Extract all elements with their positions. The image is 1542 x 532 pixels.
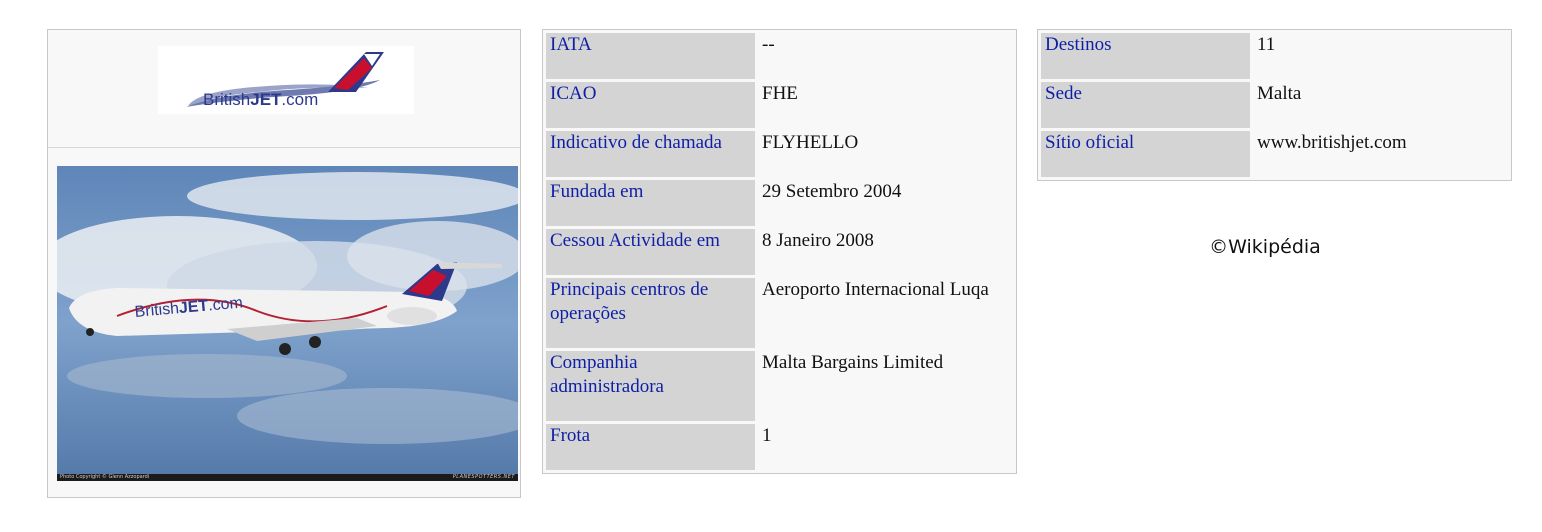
table-row bbox=[1041, 131, 1508, 177]
aircraft-illustration bbox=[57, 166, 518, 481]
info-value: Malta bbox=[1257, 83, 1302, 104]
aircraft-photo bbox=[57, 166, 518, 481]
panel-divider bbox=[48, 147, 520, 148]
info-value: 8 Janeiro 2008 bbox=[762, 230, 874, 251]
table-row bbox=[546, 82, 1013, 128]
aircraft-livery-text: BritishJET.com bbox=[134, 294, 244, 321]
airline-info-table bbox=[542, 29, 1017, 474]
logo-wordmark: BritishJET.com bbox=[203, 90, 319, 109]
info-key: Destinos bbox=[1041, 33, 1250, 79]
airline-extra-table bbox=[1037, 29, 1512, 181]
table-row bbox=[546, 229, 1013, 275]
table-row bbox=[546, 278, 1013, 348]
britishjet-logo bbox=[158, 46, 414, 114]
info-key: Fundada em bbox=[546, 180, 755, 226]
airline-image-panel bbox=[47, 29, 521, 498]
wikipedia-credit: ©Wikipédia bbox=[1209, 236, 1321, 258]
photo-credit: Photo Copyright © Glenn Azzopardi bbox=[60, 474, 150, 480]
info-value: Aeroporto Internacional Luqa bbox=[762, 279, 989, 300]
table-row bbox=[1041, 82, 1508, 128]
table-row bbox=[546, 33, 1013, 79]
info-value: FHE bbox=[762, 83, 798, 104]
info-key: Indicativo de chamada bbox=[546, 131, 755, 177]
info-key: Cessou Actividade em bbox=[546, 229, 755, 275]
table-row bbox=[1041, 33, 1508, 79]
info-key: Sítio oficial bbox=[1041, 131, 1250, 177]
table-row bbox=[546, 180, 1013, 226]
photo-site: PLANESPOTTERS.NET bbox=[452, 474, 515, 480]
info-key: ICAO bbox=[546, 82, 755, 128]
info-key: Frota bbox=[546, 424, 755, 470]
info-key: Principais centros de operações bbox=[546, 278, 755, 348]
info-value: 1 bbox=[762, 425, 772, 446]
info-key: Sede bbox=[1041, 82, 1250, 128]
website-value[interactable]: www.britishjet.com bbox=[1257, 132, 1407, 153]
info-value: 29 Setembro 2004 bbox=[762, 181, 902, 202]
info-value: FLYHELLO bbox=[762, 132, 859, 153]
photo-caption-bar bbox=[57, 474, 518, 481]
table-row bbox=[546, 131, 1013, 177]
info-value: 11 bbox=[1257, 34, 1276, 55]
info-key: Companhia administradora bbox=[546, 351, 755, 421]
info-value: Malta Bargains Limited bbox=[762, 352, 944, 373]
info-key: IATA bbox=[546, 33, 755, 79]
table-row bbox=[546, 351, 1013, 421]
table-row bbox=[546, 424, 1013, 470]
info-value: -- bbox=[762, 34, 775, 55]
